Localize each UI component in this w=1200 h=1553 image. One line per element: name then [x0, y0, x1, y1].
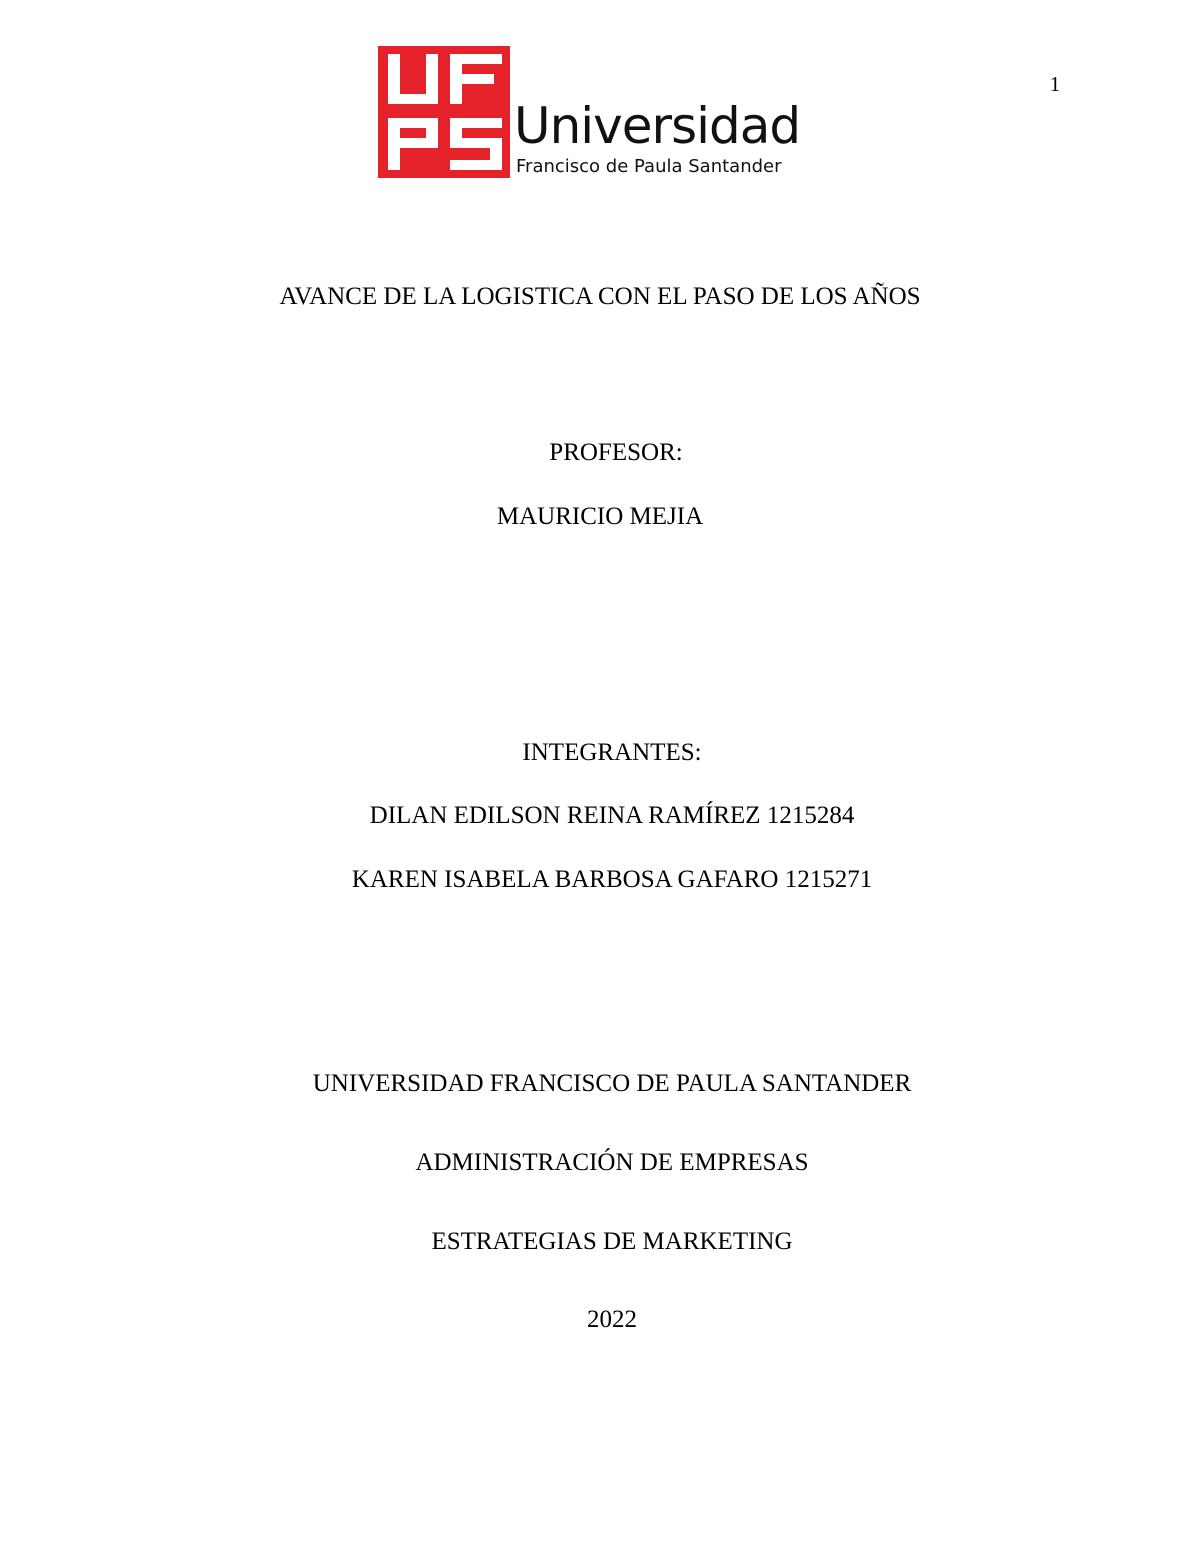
- professor-name: MAURICIO MEJIA: [496, 503, 704, 530]
- logo-wordmark: Universidad: [514, 97, 801, 155]
- year: 2022: [587, 1306, 637, 1333]
- members-label: INTEGRANTES:: [522, 739, 702, 766]
- university-logo: [378, 46, 828, 178]
- ufps-logo-mark-icon: [378, 46, 510, 178]
- member-item-2: KAREN ISABELA BARBOSA GAFARO 1215271: [351, 866, 873, 893]
- university-name: UNIVERSIDAD FRANCISCO DE PAULA SANTANDER: [312, 1070, 912, 1097]
- program-name: ADMINISTRACIÓN DE EMPRESAS: [415, 1149, 809, 1176]
- professor-label: PROFESOR:: [549, 439, 683, 466]
- document-title: AVANCE DE LA LOGISTICA CON EL PASO DE LOS AÑOS: [279, 283, 921, 310]
- member-item-1: DILAN EDILSON REINA RAMÍREZ 1215284: [369, 802, 855, 829]
- logo-subtitle: Francisco de Paula Santander: [516, 156, 782, 177]
- course-name: ESTRATEGIAS DE MARKETING: [431, 1228, 793, 1255]
- page-number: 1: [1049, 72, 1061, 96]
